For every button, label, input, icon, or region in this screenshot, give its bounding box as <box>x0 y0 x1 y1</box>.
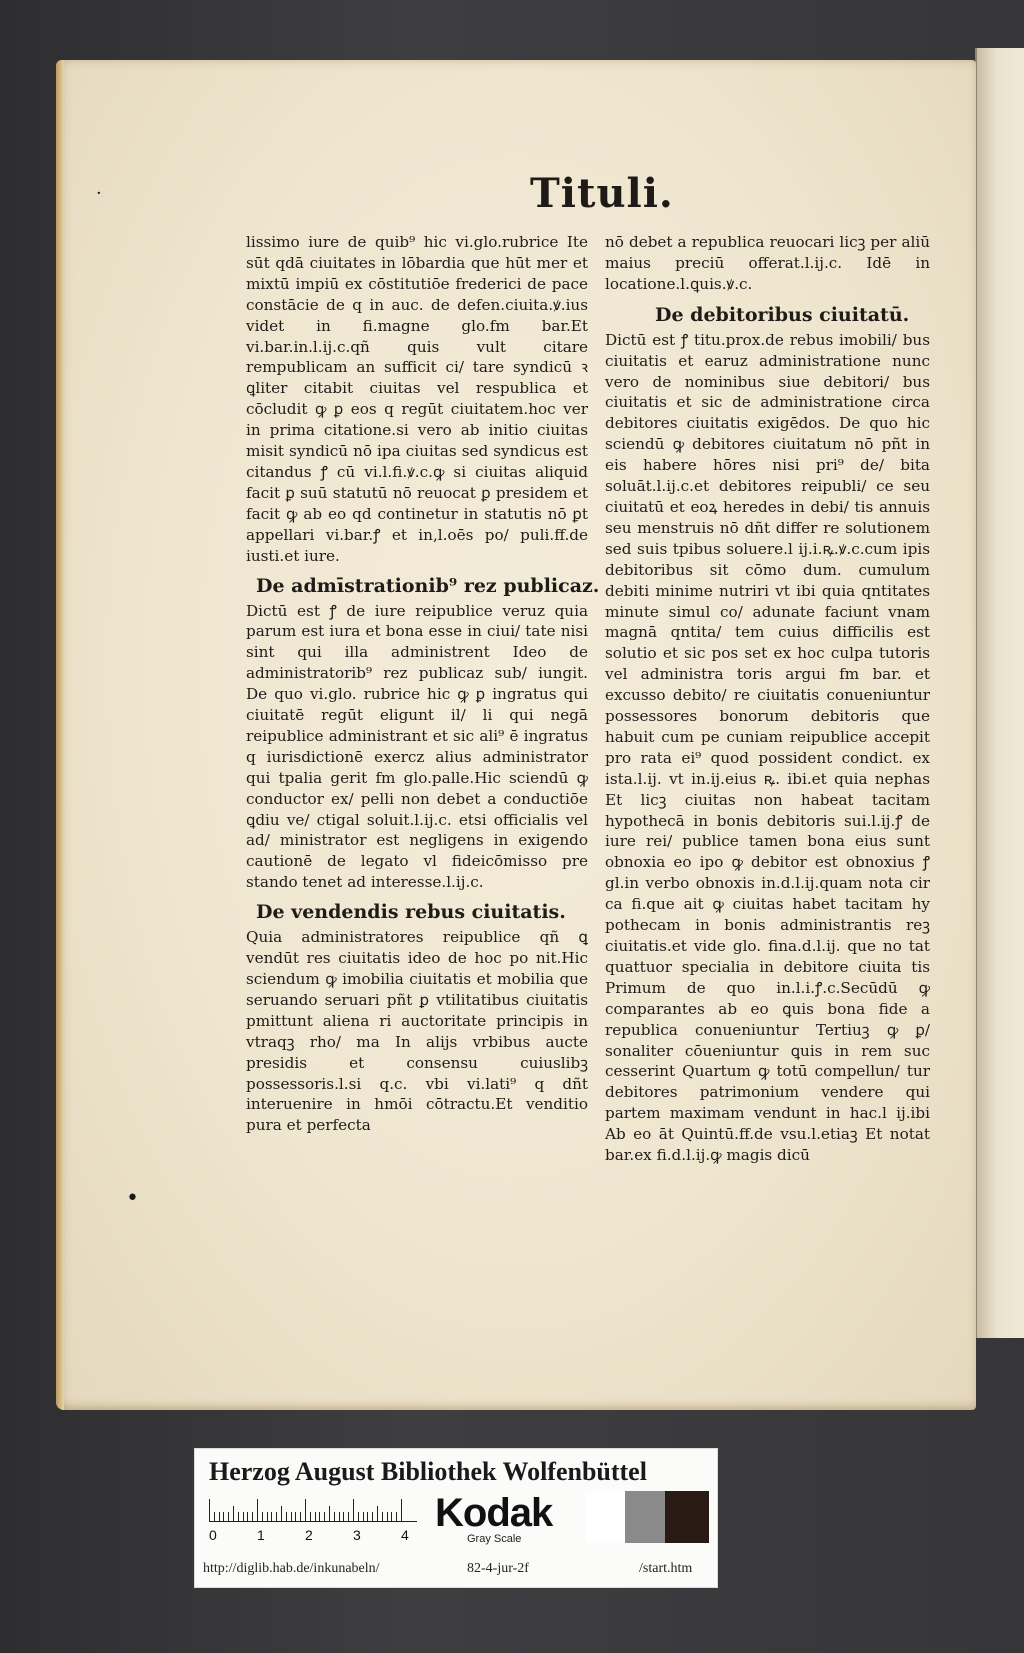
ruler-labels <box>209 1527 429 1543</box>
ruler-tick <box>238 1512 239 1521</box>
ruler-tick <box>319 1512 320 1521</box>
ruler-tick <box>305 1499 306 1521</box>
ruler-tick <box>243 1512 244 1521</box>
text-paragraph: Dictū est ꝭ titu.prox.de rebus imobili/ bus ciuitatis et earuz administratione nunc vero de nominibus siue debitori/ bus ciuitatis et sic de administratione circa debitores ciuitatis exigēdos. De quo hic sciendū ꝙ debitores ciuitatum nō pñt in eis habere hōres nisi pri⁹ de/ bita soluāt.l.ij.c.et debitores reipubli/ ce seu ciuitatū et eoꝝ heredes in debi/ tis annuis seu menstruis nō dñt differ re solutionem sed suis tpibus soluere.l ij.i.ꝶ.ꝟ.c.cum ipis debitoribus sit cōmo dum. cumulum debiti minime nutriri vt ibi quia qntitates minute simul co/ adunate faciunt vnam magnā qntita/ tem cuius difficilis est solutio et sic pos set ex hoc culpa tutoris vel administra toris argui fm bar. et excusso debito/ re ciuitatis conueniuntur possessores bonorum debitoris que habuit cum pe cuniam reipublice accepit pro rata ei⁹ quod possident condict. ex ista.l.ij. vt in.ij.eius ꝶ. ibi.et quia nephas Et licꝫ ciuitas non habeat tacitam hypothecā in bonis debitoris sui.l.ij.ꝭ de iure rei/ publice tamen bona eius sunt obnoxia eo ipo ꝙ debitor est obnoxius ꝭ gl.in verbo obnoxis in.d.l.ij.quam nota cir ca fi.que ait ꝙ ciuitas habet tacitam hy pothecam in bonis administrantis reꝫ ciuitatis.et vide glo. fina.d.l.ij. que no tat quattuor specialia in debitore ciuita tis Primum de quo in.l.i.ꝭ.c.Secūdū ꝙ comparantes ab eo ꝗuis bona fide a republica conueniuntur Tertiuꝫ ꝙ ꝑ/ sonaliter cōueniuntur ꝗuis in rem suc cesserint Quartum ꝙ totū compellun/ tur debitores patrimonium vendere qui partem maximam vendunt in hac.l ij.ibi Ab eo āt Quintū.ff.de vsu.l.etiaꝫ Et notat bar.ex fi.d.l.ij.ꝙ magis dicū <box>605 330 930 1165</box>
institution-name: Herzog August Bibliothek Wolfenbüttel <box>209 1457 647 1486</box>
ruler-tick <box>363 1512 364 1521</box>
ruler-number: 3 <box>353 1527 361 1543</box>
ruler-tick <box>223 1512 224 1521</box>
source-url: http://diglib.hab.de/inkunabeln/ <box>203 1561 380 1576</box>
running-head: Tituli. <box>530 170 674 217</box>
ruler-tick <box>214 1512 215 1521</box>
ruler-tick <box>382 1512 383 1521</box>
ruler-tick <box>209 1499 210 1521</box>
brand-logo: Kodak <box>435 1491 553 1535</box>
ruler-tick <box>281 1506 282 1521</box>
shelfmark: 82-4-jur-2f <box>467 1561 529 1576</box>
ruler-tick <box>348 1512 349 1521</box>
ruler-tick <box>233 1506 234 1521</box>
ruler-tick <box>387 1512 388 1521</box>
text-paragraph: lissimo iure de quib⁹ hic vi.glo.rubrice Ite sūt qdā ciuitates in lōbardia que hūt mer et mixtū impiū ex cōstitutiōe frederici de pace constācie de q in auc. de defen.ciuita.ꝟ.ius videt in fi.magne glo.fm bar.Et vi.bar.in.l.ij.c.qñ quis vult citare rempublicam an sufficit ci/ tare syndicū ꝛ ꝗliter citabit ciuitas vel respublica et cōcludit ꝙ ꝑ eos q regūt ciuitatem.hoc ver in prima citatione.si vero ab initio ciuitas misit syndicū nō ipa ciuitas sed syndicus est citandus ꝭ cū vi.l.fi.ꝟ.c.ꝙ si ciuitas aliquid facit ꝑ suū statutū nō reuocat ꝑ presidem et facit ꝙ ab eo qd continetur in statutis nō ꝑt appellari vi.bar.ꝭ et in,l.oēs po/ puli.ff.de iusti.et iure. <box>246 233 588 565</box>
ruler-tick <box>372 1512 373 1521</box>
ruler-tick <box>267 1512 268 1521</box>
brand-subtitle: Gray Scale <box>467 1533 522 1545</box>
ruler-tick <box>247 1512 248 1521</box>
ruler-tick <box>367 1512 368 1521</box>
gray-swatch-dark <box>665 1491 709 1543</box>
page-blemish: · <box>96 183 102 204</box>
ruler-tick <box>353 1499 354 1521</box>
ruler-number: 2 <box>305 1527 313 1543</box>
text-paragraph: Dictū est ꝭ de iure reipublice veruz quia parum est iura et bona esse in ciui/ tate nisi sint qui illa administrent Ideo de administratorib⁹ rez publicaz sub/ iungit. De quo vi.glo. rubrice hic ꝙ ꝑ ingratus qui ciuitatē regūt eligunt il/ li qui negā reipublice administrant et sic ali⁹ ē ingratus q iurisdictionē exercz alius administrator qui tpalia gerit fm glo.palle.Hic sciendū ꝙ conductor ex/ pelli non debet a conductiōe ꝗdiu ve/ ctigal soluit.l.ij.c. etsi officialis vel ad/ ministrator est negligens in exigendo cautionē de legato vl fideicōmisso pre stando tenet ad interesse.l.ij.c. <box>246 601 588 892</box>
ruler-tick <box>334 1512 335 1521</box>
ruler-tick <box>401 1499 402 1521</box>
ruler-tick <box>339 1512 340 1521</box>
section-heading: De vendendis rebus ciuitatis. <box>256 901 566 924</box>
text-paragraph: Quia administratores reipublice qñ ꝗ vendūt res ciuitatis ideo de hoc po nit.Hic sciendum ꝙ imobilia ciuitatis et mobilia que seruando seruari pñt ꝑ vtilitatibus ciuitatis pmittunt aliena ri auctoritate principis in vtraqꝫ rho/ ma In alijs vrbibus aucte presidis et consensu cuiuslibꝫ possessoris.l.si q.c. vbi vi.lati⁹ q dñt interuenire in hmōi cōtractu.Et venditio pura et perfecta <box>246 928 588 1135</box>
ruler-number: 1 <box>257 1527 265 1543</box>
ruler-number: 0 <box>209 1527 217 1543</box>
ruler-tick <box>377 1506 378 1521</box>
ruler-tick <box>219 1512 220 1521</box>
ruler-tick <box>310 1512 311 1521</box>
ruler-tick <box>271 1512 272 1521</box>
page-blemish: • <box>126 1186 139 1211</box>
right-column <box>605 232 930 1166</box>
adjacent-page-edge <box>975 48 1024 1338</box>
ruler-tick <box>391 1512 392 1521</box>
ruler-tick <box>329 1506 330 1521</box>
ruler-tick <box>315 1512 316 1521</box>
section-heading: De debitoribus ciuitatū. <box>655 303 910 326</box>
ruler-tick <box>276 1512 277 1521</box>
ruler-number: 4 <box>401 1527 409 1543</box>
ruler-tick <box>295 1512 296 1521</box>
measurement-ruler <box>209 1497 417 1522</box>
gray-swatch-mid <box>625 1491 665 1543</box>
ruler-tick <box>291 1512 292 1521</box>
ruler-tick <box>228 1512 229 1521</box>
ruler-tick <box>396 1512 397 1521</box>
ruler-tick <box>300 1512 301 1521</box>
ruler-tick <box>286 1512 287 1521</box>
text-paragraph: nō debet a republica reuocari licꝫ per aliū maius preciū offerat.l.ij.c. Idē in locatione.l.ꝗuis.ꝟ.c. <box>605 233 930 293</box>
ruler-tick <box>324 1512 325 1521</box>
left-column <box>246 232 600 1136</box>
ruler-tick <box>262 1512 263 1521</box>
gray-swatch-white <box>585 1491 625 1543</box>
ruler-tick <box>257 1499 258 1521</box>
section-heading: De admīstrationib⁹ rez publicaz. <box>256 574 600 597</box>
color-target-card <box>194 1448 718 1588</box>
ruler-tick <box>343 1512 344 1521</box>
ruler-tick <box>358 1512 359 1521</box>
start-link: /start.htm <box>639 1561 693 1576</box>
ruler-tick <box>252 1512 253 1521</box>
